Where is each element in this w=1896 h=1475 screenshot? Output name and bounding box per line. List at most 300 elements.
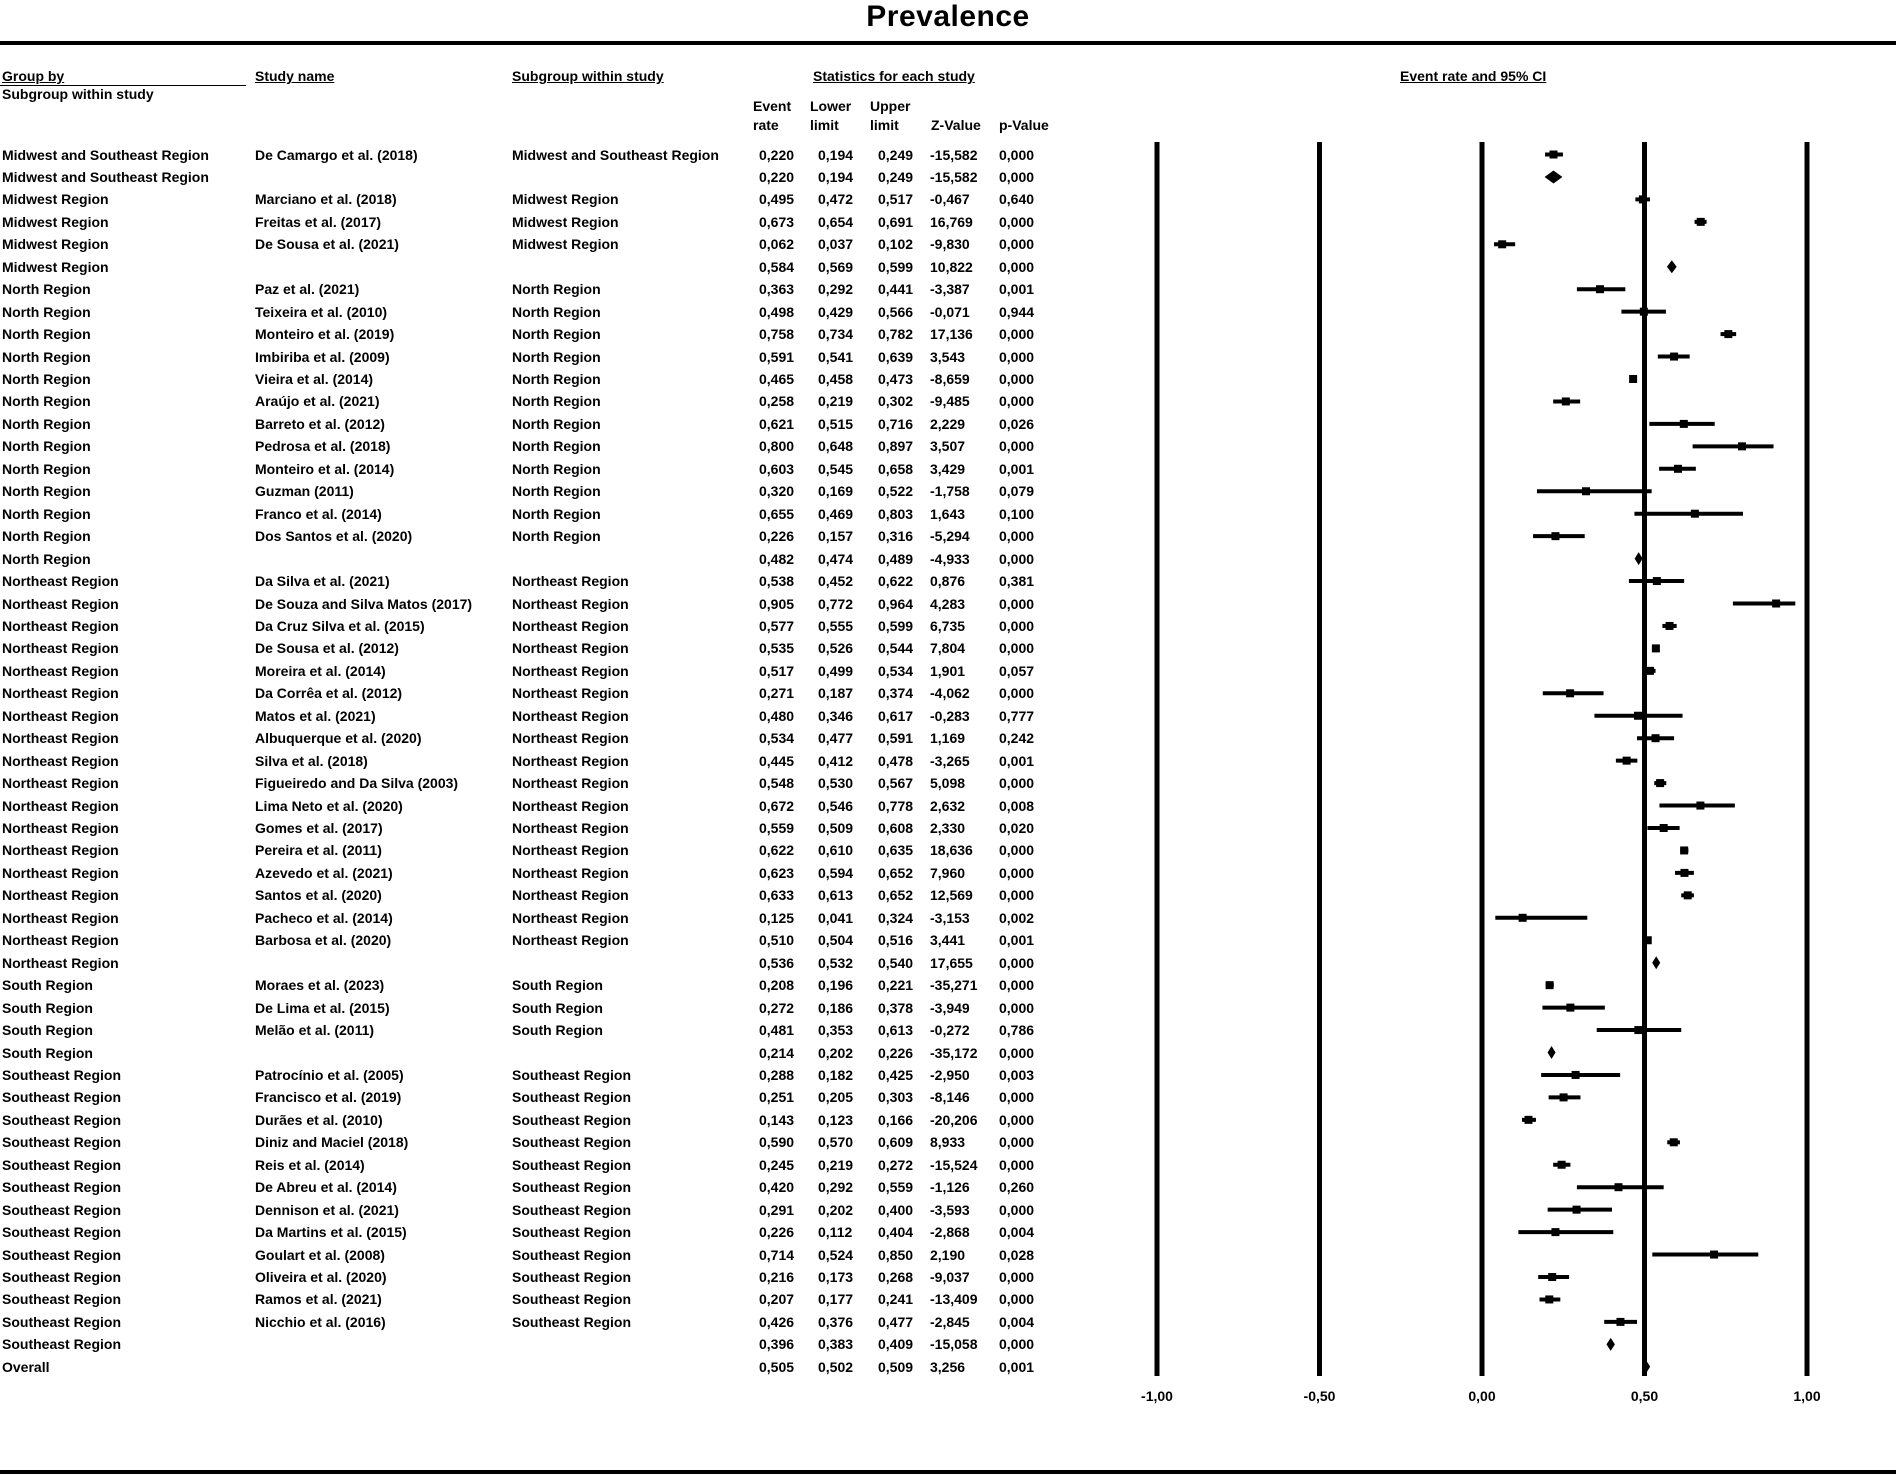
cell-p: 0,000	[999, 864, 1035, 881]
cell-lower: 0,502	[818, 1358, 854, 1375]
cell-lower: 0,734	[818, 326, 854, 343]
cell-upper: 0,964	[878, 595, 914, 612]
cell-p: 0,100	[999, 505, 1035, 522]
cell-group: Northeast Region	[2, 864, 119, 881]
cell-upper: 0,617	[878, 707, 914, 724]
cell-upper: 0,316	[878, 528, 914, 545]
cell-upper: 0,635	[878, 842, 914, 859]
cell-study: Marciano et al. (2018)	[255, 191, 397, 208]
cell-group: Northeast Region	[2, 842, 119, 859]
cell-group: South Region	[2, 1044, 93, 1061]
cell-z: -35,172	[930, 1044, 978, 1061]
x-tick-label: -0,50	[1303, 1388, 1336, 1404]
cell-z: 3,507	[930, 438, 966, 455]
cell-lower: 0,654	[818, 213, 854, 230]
cell-p: 0,057	[999, 662, 1035, 679]
summary-diamond	[1635, 552, 1643, 565]
cell-study: De Lima et al. (2015)	[255, 999, 390, 1016]
summary-diamond	[1652, 956, 1660, 969]
cell-p: 0,000	[999, 685, 1035, 702]
cell-upper: 0,609	[878, 1134, 914, 1151]
cell-p: 0,786	[999, 1022, 1035, 1039]
cell-z: -5,294	[930, 528, 970, 545]
cell-event-rate: 0,517	[759, 662, 795, 679]
cell-group: North Region	[2, 505, 91, 522]
cell-p: 0,002	[999, 909, 1035, 926]
cell-event-rate: 0,125	[759, 909, 795, 926]
cell-subgroup: Southeast Region	[512, 1246, 632, 1263]
cell-lower: 0,594	[818, 864, 854, 881]
cell-event-rate: 0,559	[759, 820, 795, 836]
cell-z: 5,098	[930, 775, 966, 792]
cell-lower: 0,182	[818, 1066, 854, 1083]
cell-upper: 0,522	[878, 483, 914, 500]
cell-p: 0,000	[999, 775, 1035, 792]
cell-lower: 0,041	[818, 909, 854, 926]
cell-subgroup: Northeast Region	[512, 797, 629, 814]
x-tick-label: -1,00	[1141, 1388, 1173, 1404]
cell-p: 0,944	[999, 303, 1035, 320]
cell-p: 0,000	[999, 1156, 1035, 1173]
cell-z: 4,283	[930, 595, 966, 612]
cell-z: -20,206	[930, 1111, 978, 1128]
cell-subgroup: Northeast Region	[512, 685, 629, 702]
cell-upper: 0,516	[878, 932, 914, 949]
point-estimate	[1548, 1273, 1556, 1281]
cell-upper: 0,544	[878, 640, 914, 657]
cell-upper: 0,272	[878, 1156, 914, 1173]
cell-lower: 0,772	[818, 595, 854, 612]
cell-p: 0,079	[999, 483, 1035, 500]
cell-study: Gomes et al. (2017)	[255, 820, 383, 836]
point-estimate	[1639, 195, 1647, 203]
cell-subgroup: South Region	[512, 1022, 603, 1039]
cell-event-rate: 0,271	[759, 685, 795, 702]
point-estimate	[1545, 1295, 1553, 1303]
cell-p: 0,004	[999, 1313, 1035, 1330]
cell-lower: 0,157	[818, 528, 854, 545]
cell-lower: 0,353	[818, 1022, 854, 1039]
point-estimate	[1724, 330, 1732, 338]
cell-event-rate: 0,482	[759, 550, 795, 567]
cell-upper: 0,559	[878, 1179, 914, 1196]
cell-upper: 0,897	[878, 438, 914, 455]
cell-upper: 0,517	[878, 191, 914, 208]
cell-group: North Region	[2, 393, 91, 410]
header-group-by: Group by	[2, 68, 65, 84]
cell-lower: 0,499	[818, 662, 854, 679]
cell-p: 0,001	[999, 1358, 1035, 1375]
cell-study: Dennison et al. (2021)	[255, 1201, 399, 1218]
cell-upper: 0,324	[878, 909, 914, 926]
cell-upper: 0,608	[878, 820, 914, 836]
cell-study: Araújo et al. (2021)	[255, 393, 380, 410]
cell-subgroup: Southeast Region	[512, 1111, 632, 1128]
col-p-value: p-Value	[999, 117, 1049, 133]
cell-subgroup: Southeast Region	[512, 1291, 632, 1308]
cell-group: North Region	[2, 483, 91, 500]
cell-z: -2,868	[930, 1224, 970, 1241]
cell-group: Southeast Region	[2, 1269, 122, 1285]
cell-lower: 0,383	[818, 1336, 854, 1353]
cell-event-rate: 0,633	[759, 887, 795, 904]
cell-z: -15,582	[930, 146, 978, 163]
cell-z: -35,271	[930, 977, 978, 994]
cell-event-rate: 0,590	[759, 1134, 795, 1151]
cell-event-rate: 0,288	[759, 1066, 795, 1083]
cell-p: 0,000	[999, 326, 1035, 343]
cell-upper: 0,639	[878, 348, 914, 365]
cell-lower: 0,526	[818, 640, 854, 657]
cell-event-rate: 0,548	[759, 775, 795, 792]
cell-lower: 0,524	[818, 1246, 854, 1263]
cell-z: 10,822	[930, 258, 973, 275]
cell-p: 0,003	[999, 1066, 1035, 1083]
cell-event-rate: 0,208	[759, 977, 795, 994]
cell-subgroup: North Region	[512, 528, 601, 545]
cell-z: 1,643	[930, 505, 966, 522]
cell-upper: 0,166	[878, 1111, 914, 1128]
cell-event-rate: 0,673	[759, 213, 795, 230]
cell-group: Northeast Region	[2, 617, 119, 634]
cell-event-rate: 0,534	[759, 730, 795, 747]
summary-diamond	[1545, 170, 1563, 183]
point-estimate	[1653, 577, 1661, 585]
point-estimate	[1670, 353, 1678, 361]
cell-lower: 0,474	[818, 550, 854, 567]
summary-diamond	[1548, 1046, 1556, 1059]
cell-upper: 0,591	[878, 730, 914, 747]
chart-title: Prevalence	[866, 0, 1030, 33]
cell-subgroup: Northeast Region	[512, 909, 629, 926]
cell-p: 0,000	[999, 887, 1035, 904]
cell-z: -2,845	[930, 1313, 970, 1330]
cell-subgroup: North Region	[512, 415, 601, 432]
cell-p: 0,000	[999, 1134, 1035, 1151]
cell-group: North Region	[2, 550, 91, 567]
cell-upper: 0,566	[878, 303, 914, 320]
cell-event-rate: 0,584	[759, 258, 795, 275]
cell-group: Southeast Region	[2, 1089, 122, 1106]
point-estimate	[1498, 240, 1506, 248]
cell-group: Midwest Region	[2, 258, 109, 275]
cell-study: Diniz and Maciel (2018)	[255, 1134, 409, 1151]
cell-event-rate: 0,714	[759, 1246, 795, 1263]
cell-event-rate: 0,495	[759, 191, 795, 208]
point-estimate	[1596, 285, 1604, 293]
cell-upper: 0,221	[878, 977, 914, 994]
cell-group: Northeast Region	[2, 595, 119, 612]
col-z-value: Z-Value	[931, 117, 981, 133]
cell-event-rate: 0,538	[759, 573, 795, 590]
cell-study: Durães et al. (2010)	[255, 1111, 383, 1128]
cell-event-rate: 0,536	[759, 954, 795, 971]
cell-event-rate: 0,214	[759, 1044, 795, 1061]
cell-p: 0,000	[999, 168, 1035, 185]
col-event-rate: Event rate	[753, 98, 792, 133]
cell-upper: 0,716	[878, 415, 914, 432]
cell-p: 0,000	[999, 258, 1035, 275]
cell-p: 0,004	[999, 1224, 1035, 1241]
cell-p: 0,000	[999, 1111, 1035, 1128]
cell-study: Moreira et al. (2014)	[255, 662, 386, 679]
cell-lower: 0,477	[818, 730, 854, 747]
point-estimate	[1684, 891, 1692, 899]
cell-upper: 0,778	[878, 797, 914, 814]
cell-z: -1,126	[930, 1179, 970, 1196]
cell-event-rate: 0,655	[759, 505, 795, 522]
cell-lower: 0,546	[818, 797, 854, 814]
cell-study: Melão et al. (2011)	[255, 1022, 375, 1039]
cell-group: Northeast Region	[2, 685, 119, 702]
cell-z: 12,569	[930, 887, 973, 904]
cell-study: Vieira et al. (2014)	[255, 371, 374, 387]
cell-subgroup: Northeast Region	[512, 775, 629, 792]
cell-z: -15,524	[930, 1156, 978, 1173]
cell-group: North Region	[2, 528, 91, 545]
cell-study: De Camargo et al. (2018)	[255, 146, 418, 163]
cell-group: Southeast Region	[2, 1156, 122, 1173]
cell-z: -9,830	[930, 236, 970, 253]
cell-z: 7,804	[930, 640, 966, 657]
cell-z: 7,960	[930, 864, 966, 881]
cell-z: -9,485	[930, 393, 970, 410]
cell-subgroup: Northeast Region	[512, 887, 629, 904]
cell-study: Da Cruz Silva et al. (2015)	[255, 617, 425, 634]
cell-group: Southeast Region	[2, 1179, 122, 1196]
cell-upper: 0,599	[878, 617, 914, 634]
cell-study: Pedrosa et al. (2018)	[255, 438, 391, 455]
cell-p: 0,000	[999, 617, 1035, 634]
cell-study: Pereira et al. (2011)	[255, 842, 382, 859]
cell-lower: 0,187	[818, 685, 854, 702]
cell-group: Midwest Region	[2, 191, 109, 208]
cell-subgroup: South Region	[512, 999, 603, 1016]
cell-lower: 0,219	[818, 393, 854, 410]
cell-study: De Abreu et al. (2014)	[255, 1179, 397, 1196]
cell-p: 0,000	[999, 146, 1035, 163]
point-estimate	[1558, 1161, 1566, 1169]
point-estimate	[1772, 600, 1780, 608]
cell-z: 17,136	[930, 326, 973, 343]
cell-p: 0,000	[999, 393, 1035, 410]
summary-diamond	[1667, 260, 1677, 273]
cell-upper: 0,268	[878, 1269, 914, 1285]
cell-subgroup: North Region	[512, 393, 601, 410]
cell-subgroup: Northeast Region	[512, 752, 629, 769]
cell-event-rate: 0,220	[759, 168, 795, 185]
cell-study: Lima Neto et al. (2020)	[255, 797, 403, 814]
cell-group: North Region	[2, 348, 91, 365]
cell-p: 0,028	[999, 1246, 1035, 1263]
cell-group: North Region	[2, 460, 91, 477]
cell-lower: 0,532	[818, 954, 854, 971]
cell-subgroup: Midwest Region	[512, 213, 619, 230]
cell-study: Barbosa et al. (2020)	[255, 932, 392, 949]
cell-lower: 0,541	[818, 348, 854, 365]
cell-subgroup: Northeast Region	[512, 707, 629, 724]
cell-group: Southeast Region	[2, 1111, 122, 1128]
cell-group: South Region	[2, 999, 93, 1016]
cell-subgroup: South Region	[512, 977, 603, 994]
cell-z: 17,655	[930, 954, 973, 971]
cell-study: Imbiriba et al. (2009)	[255, 348, 390, 365]
cell-p: 0,000	[999, 1201, 1035, 1218]
cell-group: Southeast Region	[2, 1313, 122, 1330]
col-lower-limit: Lower limit	[810, 98, 852, 133]
cell-lower: 0,376	[818, 1313, 854, 1330]
cell-group: Northeast Region	[2, 954, 119, 971]
cell-upper: 0,540	[878, 954, 914, 971]
header-study-name: Study name	[255, 68, 335, 84]
cell-z: -0,071	[930, 303, 970, 320]
cell-event-rate: 0,251	[759, 1089, 795, 1106]
cell-group: South Region	[2, 977, 93, 994]
point-estimate	[1562, 397, 1570, 405]
cell-p: 0,260	[999, 1179, 1035, 1196]
cell-study: Santos et al. (2020)	[255, 887, 382, 904]
point-estimate	[1560, 1093, 1568, 1101]
cell-p: 0,000	[999, 438, 1035, 455]
point-estimate	[1670, 1138, 1678, 1146]
cell-p: 0,000	[999, 528, 1035, 545]
cell-p: 0,026	[999, 415, 1035, 432]
cell-group: Overall	[2, 1358, 50, 1375]
cell-upper: 0,509	[878, 1358, 914, 1375]
cell-p: 0,000	[999, 348, 1035, 365]
cell-z: -15,582	[930, 168, 978, 185]
cell-group: Northeast Region	[2, 820, 119, 836]
cell-lower: 0,037	[818, 236, 854, 253]
cell-event-rate: 0,905	[759, 595, 795, 612]
cell-upper: 0,652	[878, 887, 914, 904]
cell-group: Southeast Region	[2, 1066, 122, 1083]
cell-study: Dos Santos et al. (2020)	[255, 528, 413, 545]
point-estimate	[1634, 1026, 1642, 1034]
cell-p: 0,640	[999, 191, 1035, 208]
cell-event-rate: 0,226	[759, 1224, 795, 1241]
cell-z: 3,441	[930, 932, 966, 949]
cell-group: Northeast Region	[2, 797, 119, 814]
cell-lower: 0,452	[818, 573, 854, 590]
point-estimate	[1616, 1318, 1624, 1326]
cell-upper: 0,652	[878, 864, 914, 881]
cell-subgroup: Midwest and Southeast Region	[512, 146, 719, 163]
cell-upper: 0,567	[878, 775, 914, 792]
cell-event-rate: 0,758	[759, 326, 795, 343]
cell-study: Silva et al. (2018)	[255, 752, 368, 769]
cell-p: 0,242	[999, 730, 1035, 747]
cell-p: 0,000	[999, 842, 1035, 859]
point-estimate	[1696, 802, 1704, 810]
cell-study: Teixeira et al. (2010)	[255, 303, 388, 320]
point-estimate	[1640, 308, 1648, 316]
cell-p: 0,020	[999, 820, 1035, 836]
cell-subgroup: Southeast Region	[512, 1201, 632, 1218]
cell-group: South Region	[2, 1022, 93, 1039]
cell-z: -4,062	[930, 685, 970, 702]
cell-lower: 0,610	[818, 842, 854, 859]
summary-diamond	[1606, 1338, 1614, 1351]
cell-subgroup: Southeast Region	[512, 1156, 632, 1173]
cell-subgroup: North Region	[512, 438, 601, 455]
point-estimate	[1550, 151, 1558, 159]
x-tick-label: 1,00	[1793, 1388, 1821, 1404]
cell-z: 2,190	[930, 1246, 966, 1263]
header-group-by-sub: Subgroup within study	[2, 86, 154, 102]
cell-lower: 0,169	[818, 483, 854, 500]
cell-study: Goulart et al. (2008)	[255, 1246, 385, 1263]
cell-upper: 0,226	[878, 1044, 914, 1061]
cell-study: Pacheco et al. (2014)	[255, 909, 393, 926]
cell-study: De Souza and Silva Matos (2017)	[255, 595, 473, 612]
cell-subgroup: Northeast Region	[512, 662, 629, 679]
point-estimate	[1551, 532, 1559, 540]
cell-event-rate: 0,426	[759, 1313, 795, 1330]
cell-subgroup: Southeast Region	[512, 1134, 632, 1151]
point-estimate	[1524, 1116, 1532, 1124]
cell-z: -0,272	[930, 1022, 970, 1039]
cell-study: Figueiredo and Da Silva (2003)	[255, 775, 459, 792]
cell-p: 0,001	[999, 281, 1035, 298]
cell-study: Oliveira et al. (2020)	[255, 1269, 387, 1285]
cell-lower: 0,429	[818, 303, 854, 320]
cell-event-rate: 0,498	[759, 303, 795, 320]
cell-z: -3,387	[930, 281, 970, 298]
point-estimate	[1629, 375, 1637, 383]
cell-group: Southeast Region	[2, 1134, 122, 1151]
cell-p: 0,000	[999, 213, 1035, 230]
cell-p: 0,000	[999, 1044, 1035, 1061]
cell-p: 0,000	[999, 1089, 1035, 1106]
cell-study: Moraes et al. (2023)	[255, 977, 385, 994]
cell-upper: 0,489	[878, 550, 914, 567]
cell-upper: 0,409	[878, 1336, 914, 1353]
cell-upper: 0,534	[878, 662, 914, 679]
cell-group: Northeast Region	[2, 730, 119, 747]
cell-study: Da Martins et al. (2015)	[255, 1224, 407, 1241]
point-estimate	[1519, 914, 1527, 922]
cell-subgroup: North Region	[512, 371, 601, 387]
cell-upper: 0,622	[878, 573, 914, 590]
cell-z: 16,769	[930, 213, 973, 230]
cell-upper: 0,658	[878, 460, 914, 477]
cell-study: Monteiro et al. (2014)	[255, 460, 395, 477]
header-subgroup: Subgroup within study	[512, 68, 664, 84]
cell-p: 0,001	[999, 932, 1035, 949]
cell-group: Northeast Region	[2, 573, 119, 590]
point-estimate	[1674, 465, 1682, 473]
cell-lower: 0,346	[818, 707, 854, 724]
cell-lower: 0,469	[818, 505, 854, 522]
cell-group: Northeast Region	[2, 909, 119, 926]
cell-study: Guzman (2011)	[255, 483, 354, 500]
point-estimate	[1551, 1228, 1559, 1236]
point-estimate	[1660, 824, 1668, 832]
cell-upper: 0,613	[878, 1022, 914, 1039]
cell-study: Azevedo et al. (2021)	[255, 864, 393, 881]
cell-upper: 0,249	[878, 168, 914, 185]
cell-upper: 0,441	[878, 281, 914, 298]
cell-event-rate: 0,220	[759, 146, 795, 163]
cell-z: 3,429	[930, 460, 966, 477]
cell-upper: 0,404	[878, 1224, 914, 1241]
cell-group: Midwest and Southeast Region	[2, 168, 209, 185]
cell-event-rate: 0,445	[759, 752, 795, 769]
point-estimate	[1697, 218, 1705, 226]
cell-lower: 0,545	[818, 460, 854, 477]
cell-event-rate: 0,062	[759, 236, 795, 253]
